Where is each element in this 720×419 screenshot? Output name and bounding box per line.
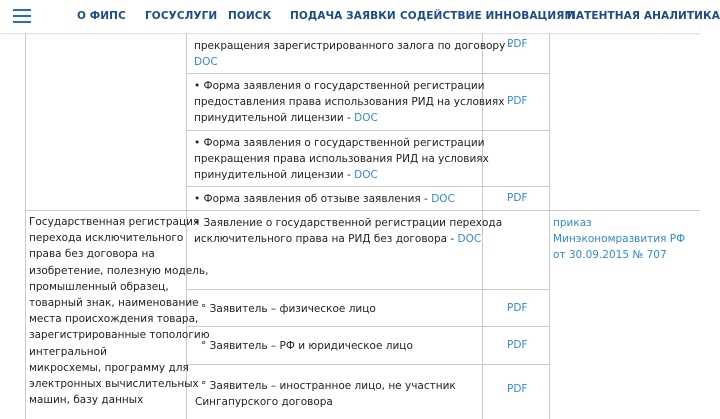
nav-item-gosuslugi[interactable]: ГОСУСЛУГИ [145, 10, 218, 22]
service-name: Государственная регистрация перехода исключительного права без договора на изобретение, полезную модель, промышленный образец, товарный знак, наименование места происхождения товара, зарегистрированные топологию интегральной микросхемы, программу для электронных вычислительных машин, базу данных [29, 216, 210, 407]
doc-link[interactable]: DOC [457, 233, 482, 245]
applicant-type: ° Заявитель – иностранное лицо, не участник Сингапурского договора [195, 380, 456, 408]
applicant-type: ° Заявитель – РФ и юридическое лицо [201, 340, 413, 352]
doc-link[interactable]: DOC [431, 193, 455, 205]
row-divider [186, 364, 549, 365]
row-divider [186, 186, 549, 187]
form-description: • Форма заявления об отзыве заявления - DOC [194, 193, 455, 205]
nav-item-submit-application[interactable]: ПОДАЧА ЗАЯВКИ [290, 10, 396, 22]
doc-link[interactable]: DOC [194, 56, 218, 68]
pdf-link[interactable]: PDF [507, 383, 528, 395]
doc-link[interactable]: DOC [354, 112, 378, 124]
nav-item-about[interactable]: О ФИПС [77, 10, 126, 22]
menu-icon[interactable] [13, 9, 31, 23]
doc-link[interactable]: DOC [354, 169, 378, 181]
pdf-link[interactable]: PDF [507, 339, 528, 351]
form-description: • Форма заявления о государственной регистрации предоставления права использования РИД на условиях принудительной лицензии - DOC [194, 80, 505, 124]
row-divider [186, 289, 549, 290]
row-divider [25, 210, 700, 211]
pdf-link[interactable]: PDF [507, 192, 528, 204]
order-link[interactable]: приказ Минэкономразвития РФ от 30.09.2015 № 707 [553, 217, 686, 261]
nav-item-patent-analytics[interactable]: ПАТЕНТНАЯ АНАЛИТИКА [567, 10, 720, 22]
pdf-link[interactable]: PDF [507, 302, 528, 314]
row-divider [186, 130, 549, 131]
applicant-type: ° Заявитель – физическое лицо [201, 303, 376, 315]
form-description: прекращения зарегистрированного залога по договору - DOC [194, 40, 513, 68]
nav-item-innovation[interactable]: СОДЕЙСТВИЕ ИННОВАЦИЯМ [400, 10, 576, 22]
forms-table [25, 0, 700, 419]
row-divider [186, 73, 549, 74]
pdf-link[interactable]: PDF [507, 95, 528, 107]
nav-item-search[interactable]: ПОИСК [228, 10, 272, 22]
pdf-link[interactable]: PDF [507, 38, 528, 50]
form-description: • Форма заявления о государственной регистрации прекращения права использования РИД на условиях принудительной лицензии - DOC [194, 137, 489, 181]
top-navigation-bar [0, 0, 720, 34]
form-description: • Заявление о государственной регистрации перехода исключительного права на РИД без договора - DOC [194, 217, 503, 245]
row-divider [186, 326, 549, 327]
